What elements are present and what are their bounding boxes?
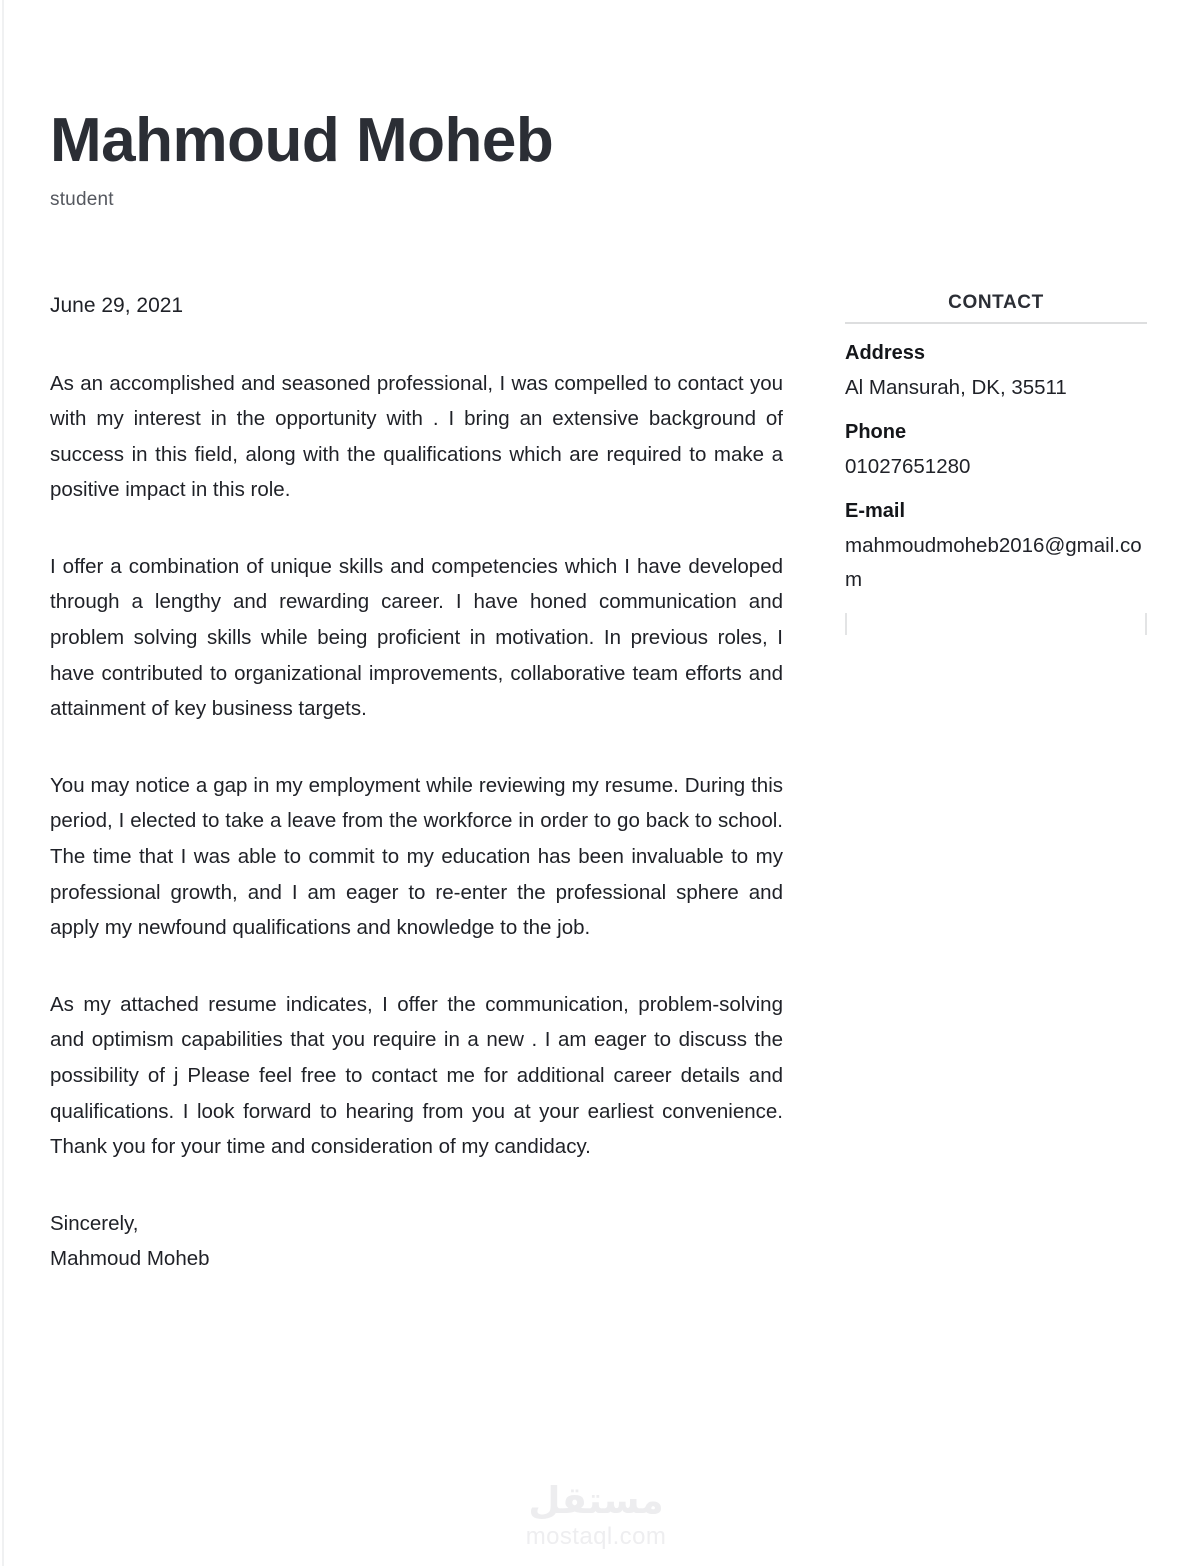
contact-label-address: Address: [845, 342, 926, 364]
contact-heading: CONTACT: [948, 292, 1044, 313]
letter-signature: Mahmoud Moheb: [50, 1247, 210, 1271]
letter-paragraph-1: As an accomplished and seasoned professional, I was compelled to contact you with my interest in the opportunity with . I bring an extensive background of success in this field, along with the qualifications which are required to make a positive impact in this role.: [50, 371, 783, 502]
contact-sidebar: [845, 292, 1147, 643]
candidate-role: student: [50, 189, 114, 211]
letter-paragraph-3: You may notice a gap in my employment while reviewing my resume. During this period, I elected to take a leave from the workforce in order to go back to school. The time that I was able to commit to my education has been invaluable to my professional growth, and I am eager to re-enter the professional sphere and apply my newfound qualifications and knowledge to the job.: [50, 773, 783, 940]
contact-label-phone: Phone: [845, 421, 907, 443]
letter-date: June 29, 2021: [50, 294, 184, 317]
contact-divider: [845, 322, 1147, 324]
letter-header: [50, 108, 1050, 211]
cell-mark-right-icon: [1145, 613, 1147, 635]
letter-body-column: [50, 290, 783, 1277]
watermark: [0, 1482, 1192, 1551]
watermark-domain-text: mostaql.com: [525, 1522, 667, 1550]
watermark-arabic-text: مستقل: [528, 1480, 664, 1521]
candidate-name: Mahmoud Moheb: [50, 106, 554, 175]
contact-cell-marks: [845, 609, 1147, 643]
cell-mark-left-icon: [845, 613, 847, 635]
contact-value-address: Al Mansurah, DK, 35511: [845, 376, 1067, 399]
letter-paragraph-2: I offer a combination of unique skills and competencies which I have developed through a lengthy and rewarding career. I have honed communication and problem solving skills while being proficient in motivation. In previous roles, I have contributed to organizational improvements, collaborative team efforts and attainment of key business targets.: [50, 554, 783, 721]
contact-value-email: mahmoudmoheb2016@gmail.com: [845, 534, 1142, 591]
letter-paragraph-4: As my attached resume indicates, I offer the communication, problem-solving and optimism capabilities that you require in a new . I am eager to discuss the possibility of j Please feel free to contact me for additional career details and qualifications. I look forward to hearing from you at your earliest convenience. Thank you for your time and consideration of my candidacy.: [50, 992, 783, 1159]
contact-value-phone: 01027651280: [845, 455, 971, 478]
page-left-edge: [2, 0, 4, 1566]
contact-label-email: E-mail: [845, 500, 906, 522]
letter-signoff: Sincerely,: [50, 1211, 139, 1235]
